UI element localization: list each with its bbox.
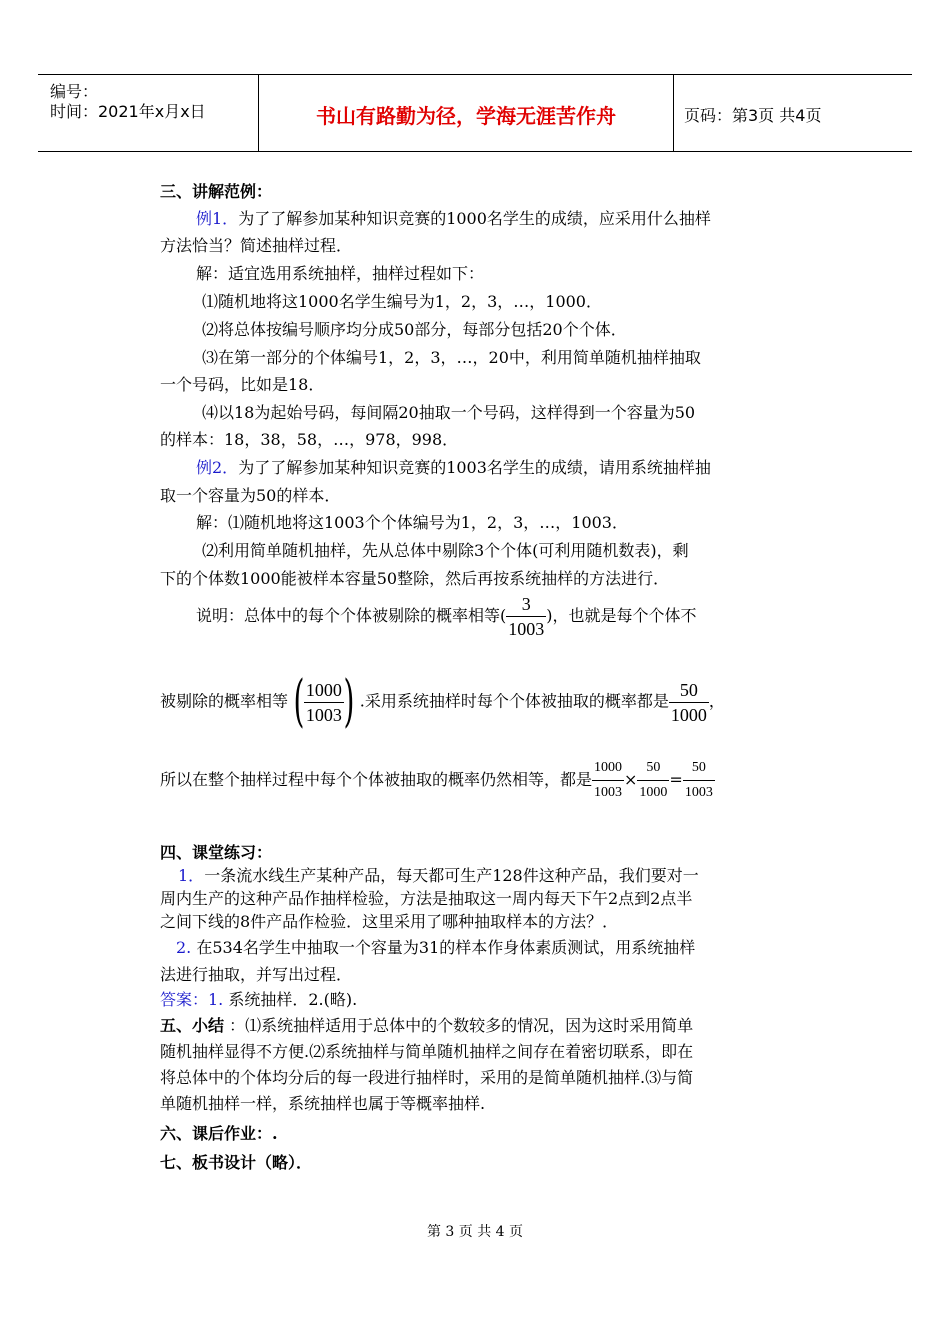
example-2-text: 为了了解参加某种知识竞赛的1003名学生的成绩，请用系统抽样抽: [238, 458, 711, 477]
fraction-1000-over-1003: [304, 678, 344, 727]
fraction-3-over-1003: [506, 592, 546, 641]
summary-line-3: 将总体中的个体均分后的每一段进行抽样时，采用的是简单随机抽样.⑶与简: [160, 1068, 694, 1087]
note-a-end: )，也就是每个个体不: [546, 606, 697, 625]
fraction-numerator: 3: [521, 594, 531, 614]
note-line-b: [160, 669, 725, 734]
example-2-text-2: 取一个容量为50的样本．: [160, 486, 341, 505]
summary-line-4: 单随机抽样一样，系统抽样也属于等概率抽样.: [160, 1094, 486, 1113]
answer-text: 系统抽样．2.(略).: [228, 990, 358, 1009]
page-header: [38, 74, 912, 152]
question-2-number: 2.: [176, 938, 192, 957]
fraction-denominator: 1003: [506, 616, 546, 641]
section-7-heading: 七、板书设计（略）．: [160, 1153, 313, 1172]
example-1-text-2: 方法恰当？简述抽样过程．: [160, 236, 353, 255]
example-2-line: [196, 457, 711, 479]
motto: 书山有路勤为径，学海无涯苦作舟: [316, 104, 616, 128]
fraction-50-over-1000-small: [637, 756, 669, 805]
fraction-numerator: 50: [646, 760, 661, 775]
step-4a: ⑷以18为起始号码，每间隔20抽取一个号码，这样得到一个容量为50: [202, 403, 696, 422]
header-middle-cell: [259, 75, 674, 151]
question-2-text: 在534名学生中抽取一个容量为31的样本作身体素质测试，用系统抽样: [196, 938, 696, 957]
step-3a: ⑶在第一部分的个体编号1，2，3，…，20中，利用简单随机抽样抽取: [202, 348, 701, 367]
step-4b: 的样本：18，38，58，…，978，998．: [160, 430, 459, 449]
solution-2c: 下的个体数1000能被样本容量50整除，然后再按系统抽样的方法进行．: [160, 569, 670, 588]
note-line-a: [196, 592, 697, 641]
fraction-numerator: 1000: [594, 760, 623, 775]
question-1-text-3: 之间下线的8件产品作检验．这里采用了哪种抽取样本的方法？．: [160, 912, 619, 931]
example-1-text: 为了了解参加某种知识竞赛的1000名学生的成绩，应采用什么抽样: [238, 209, 711, 228]
fraction-1000-over-1003-small: [592, 756, 624, 805]
summary-line-2: 随机抽样显得不方便.⑵系统抽样与简单随机抽样之间存在着密切联系，即在: [160, 1042, 694, 1061]
times-sign: ×: [624, 770, 638, 789]
note-a-text: 说明：总体中的每个个体被剔除的概率相等(: [196, 606, 507, 625]
answer-line: [160, 989, 357, 1011]
summary-line-1: [160, 1015, 693, 1037]
section-3-heading: 三、讲解范例：: [160, 182, 273, 201]
answer-label: 答案：1.: [160, 990, 224, 1009]
step-1: ⑴随机地将这1000名学生编号为1，2，3，…，1000．: [202, 292, 602, 311]
time-label: 时间：2021年x月x日: [50, 102, 206, 121]
note-line-c: [160, 756, 715, 805]
header-right-cell: [674, 75, 912, 151]
page-info: 页码：第3页 共4页: [684, 106, 822, 125]
fraction-denominator: 1003: [683, 780, 715, 805]
question-1-text-2: 周内生产的这种产品作抽样检验，方法是抽取这一周内每天下午2点到2点半: [160, 889, 693, 908]
left-paren: (: [293, 669, 305, 734]
solution-1: 解：适宜选用系统抽样，抽样过程如下：: [196, 264, 485, 283]
fraction-denominator: 1000: [637, 780, 669, 805]
code-label: 编号：: [50, 82, 99, 101]
solution-2: 解：⑴随机地将这1003个个体编号为1，2，3，…，1003．: [196, 513, 628, 532]
solution-2b: ⑵利用简单随机抽样，先从总体中剔除3个个体(可利用随机数表)，剩: [202, 541, 689, 560]
example-1-line: [196, 208, 711, 230]
fraction-numerator: 50: [691, 760, 706, 775]
page-footer: 第 3 页 共 4 页: [426, 1224, 524, 1240]
question-1-text: 一条流水线生产某种产品，每天都可生产128件这种产品，我们要对一: [204, 866, 699, 885]
fraction-numerator: 1000: [305, 679, 342, 700]
question-2-text-2: 法进行抽取，并写出过程．: [160, 965, 353, 984]
note-b-mid: .采用系统抽样时每个个体被抽取的概率都是: [359, 691, 669, 711]
note-b-text: 被剔除的概率相等: [160, 691, 289, 711]
section-4-heading: 四、课堂练习：: [160, 843, 273, 862]
note-c-text: 所以在整个抽样过程中每个个体被抽取的概率仍然相等，都是: [160, 770, 593, 789]
fraction-50-over-1000: [669, 678, 709, 727]
question-1-number: 1．: [178, 866, 205, 885]
section-5-heading: 五、小结: [160, 1016, 225, 1035]
section-6-heading: 六、课后作业：.: [160, 1124, 278, 1143]
question-1-line: [178, 865, 699, 887]
question-2-line: [176, 937, 695, 959]
step-2: ⑵将总体按编号顺序均分成50部分，每部分包括20个个体．: [202, 320, 627, 339]
fraction-50-over-1003-small: [683, 756, 715, 805]
header-left-cell: [38, 75, 259, 151]
fraction-numerator: 50: [679, 679, 698, 700]
equals-sign: =: [669, 770, 683, 789]
fraction-denominator: 1003: [592, 780, 624, 805]
fraction-denominator: 1003: [304, 702, 344, 727]
example-2-label: 例2．: [196, 458, 239, 477]
note-b-end: ，: [708, 691, 725, 711]
example-1-label: 例1．: [196, 209, 239, 228]
right-paren: ): [343, 669, 355, 734]
step-3b: 一个号码，比如是18．: [160, 375, 325, 394]
fraction-denominator: 1000: [669, 702, 709, 727]
summary-text-1: ：⑴系统抽样适用于总体中的个数较多的情况，因为这时采用简单: [229, 1016, 694, 1035]
